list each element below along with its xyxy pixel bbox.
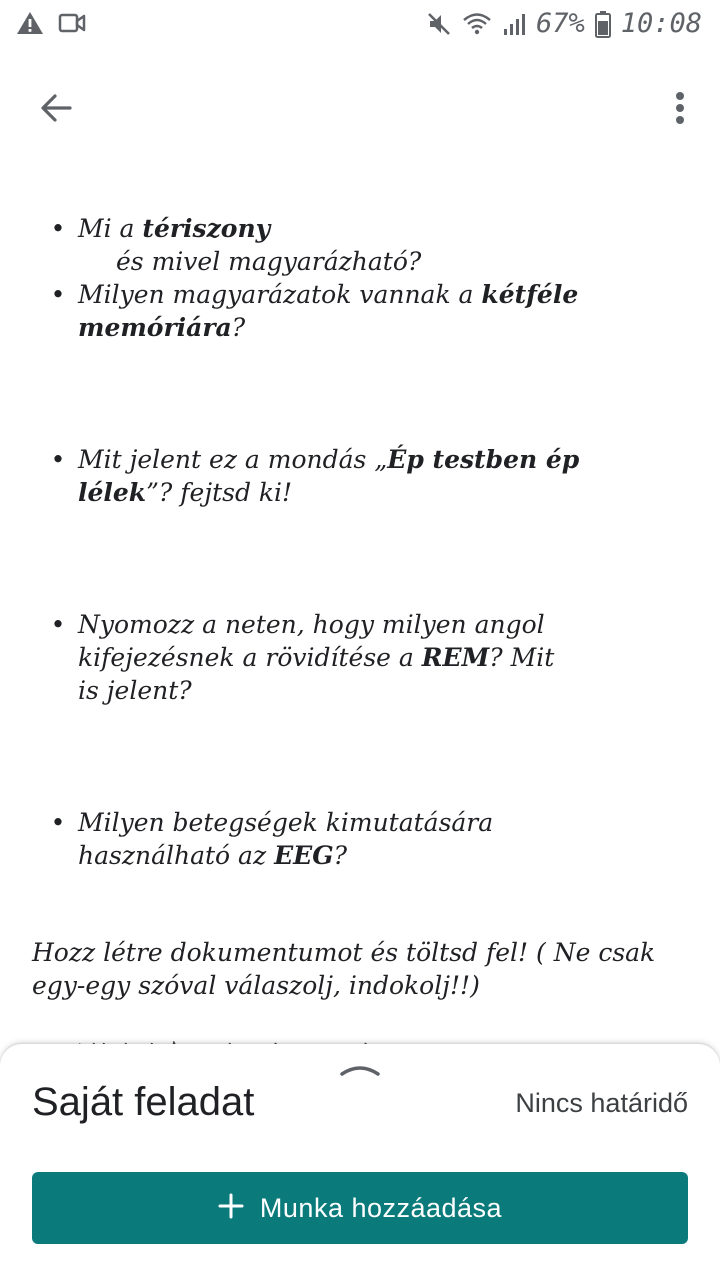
- question-4-text: Nyomozz a neten, hogy milyen angol kifejezésnek a rövidítése a: [78, 610, 545, 672]
- question-2-text: Milyen magyarázatok vannak a: [78, 280, 482, 309]
- expand-sheet-handle[interactable]: [339, 1060, 381, 1078]
- bullet-dot: •: [50, 214, 66, 243]
- bullet-dot: •: [50, 445, 66, 474]
- question-3-text: Mit jelent ez a mondás „: [78, 445, 388, 474]
- bullet-dot: •: [50, 280, 66, 309]
- question-1-continuation: és mivel magyarázható?: [116, 247, 422, 276]
- question-5-end: ?: [333, 841, 347, 870]
- arrow-left-icon: [38, 90, 74, 130]
- question-1-keyword: tériszony: [142, 214, 271, 243]
- add-work-label: Munka hozzáadása: [259, 1192, 503, 1223]
- question-2-keyword: kétféle memóriára: [78, 280, 579, 342]
- bottom-sheet[interactable]: [0, 1044, 720, 1280]
- due-date-label: Nincs határidő: [515, 1088, 688, 1118]
- status-bar: [0, 0, 720, 50]
- bullet-dot: •: [50, 610, 66, 639]
- battery-percent: 67%: [535, 8, 585, 39]
- more-vert-icon: [674, 90, 686, 130]
- question-3-keyword: Ép testben ép lélek: [78, 445, 580, 507]
- app-bar: [0, 70, 720, 140]
- question-3-end: ”? fejtsd ki!: [146, 478, 293, 507]
- bullet-dot: •: [50, 808, 66, 837]
- question-2-end: ?: [231, 313, 246, 342]
- question-5-text: Milyen betegségek kimutatására használható az: [78, 808, 494, 870]
- warning-icon: [16, 10, 44, 40]
- mute-icon: [426, 11, 452, 37]
- battery-icon: [595, 10, 611, 38]
- question-1-text: Mi a: [78, 214, 143, 243]
- video-icon: [58, 12, 86, 38]
- clock: 10:08: [620, 8, 702, 39]
- back-button[interactable]: [30, 84, 82, 136]
- signal-icon: [502, 11, 526, 37]
- instruction-text: Hozz létre dokumentumot és töltsd fel! ( Ne csak egy-egy szóval válaszolj, indokolj!!): [32, 938, 656, 1000]
- sheet-title: Saját feladat: [32, 1080, 255, 1124]
- question-5-keyword: EEG: [274, 841, 334, 870]
- wifi-icon: [462, 11, 492, 37]
- status-bar-right: [426, 8, 702, 39]
- question-4-end: ? Mit is jelent?: [78, 643, 555, 705]
- question-4-keyword: REM: [421, 643, 490, 672]
- more-options-button[interactable]: [660, 84, 700, 136]
- plus-icon: [218, 1189, 244, 1225]
- add-work-button[interactable]: [32, 1172, 688, 1244]
- status-bar-left: [16, 10, 86, 40]
- assignment-attachment[interactable]: [0, 200, 720, 1060]
